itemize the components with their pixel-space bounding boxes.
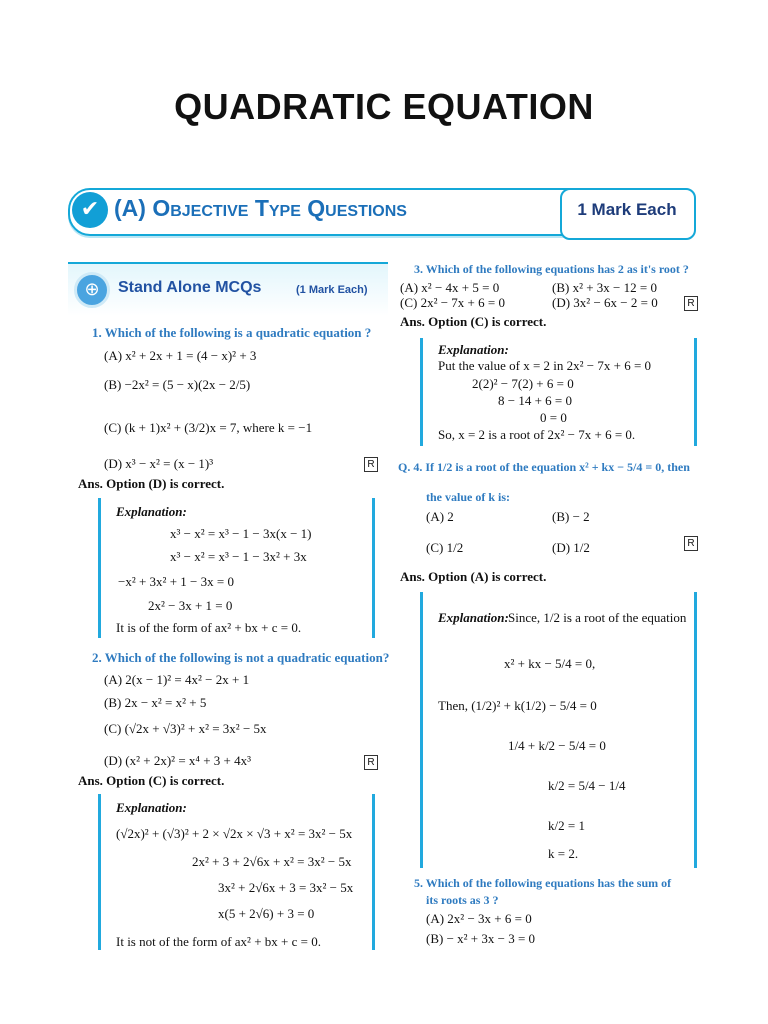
q1-exp-line: It is of the form of ax² + bx + c = 0.: [116, 620, 302, 635]
q2-option-d: (D) (x² + 2x)² = x⁴ + 3 + 4x³: [104, 753, 252, 768]
q1-exp-line: x³ − x² = x³ − 1 − 3x² + 3x: [170, 549, 307, 564]
q1-option-c: (C) (k + 1)x² + (3/2)x = 7, where k = −1: [104, 420, 313, 435]
q4-answer: Ans. Option (A) is correct.: [400, 569, 547, 584]
q1-explanation-label: Explanation:: [116, 504, 187, 519]
q1-question: 1. Which of the following is a quadratic equation ?: [92, 325, 372, 340]
q3-answer: Ans. Option (C) is correct.: [400, 314, 547, 329]
q4-explanation-bar-right: [694, 592, 697, 868]
q5-question-cont: its roots as 3 ?: [426, 893, 499, 907]
section-marks: (1 Mark Each): [296, 284, 368, 296]
q4-explanation-label: Explanation:: [438, 610, 509, 625]
q2-option-a: (A) 2(x − 1)² = 4x² − 2x + 1: [104, 672, 250, 687]
q2-explanation-bar-right: [372, 794, 375, 950]
q4-option-c: (C) 1/2: [426, 540, 464, 555]
q2-exp-line: 3x² + 2√6x + 3 = 3x² − 5x: [218, 880, 354, 895]
q3-explanation-bar: [420, 338, 423, 446]
q2-explanation-bar: [98, 794, 101, 950]
q4-explanation-bar: [420, 592, 423, 868]
q2-exp-line: It is not of the form of ax² + bx + c = 0.: [116, 934, 321, 949]
q3-option-a: (A) x² − 4x + 5 = 0: [400, 280, 500, 295]
q4-exp-line: k/2 = 1: [548, 818, 585, 833]
q2-answer: Ans. Option (C) is correct.: [78, 773, 225, 788]
q2-option-c: (C) (√2x + √3)² + x² = 3x² − 5x: [104, 721, 267, 736]
revision-badge: R: [684, 536, 698, 551]
q3-option-c: (C) 2x² − 7x + 6 = 0: [400, 295, 505, 310]
q1-exp-line: −x² + 3x² + 1 − 3x = 0: [118, 574, 234, 589]
q4-exp-line: 1/4 + k/2 − 5/4 = 0: [508, 738, 606, 753]
q1-explanation-bar: [98, 498, 101, 638]
q2-exp-line: x(5 + 2√6) + 3 = 0: [218, 906, 315, 921]
q3-exp-line: Put the value of x = 2 in 2x² − 7x + 6 = 0: [438, 358, 652, 373]
q3-option-b: (B) x² + 3x − 12 = 0: [552, 280, 657, 295]
check-icon: ✔: [72, 192, 108, 228]
q4-exp-line: k/2 = 5/4 − 1/4: [548, 778, 626, 793]
objective-heading: (A) Objective Type Questions: [114, 195, 407, 221]
q3-option-d: (D) 3x² − 6x − 2 = 0: [552, 295, 658, 310]
q5-option-a: (A) 2x² − 3x + 6 = 0: [426, 911, 532, 926]
q2-explanation-label: Explanation:: [116, 800, 187, 815]
page-title: QUADRATIC EQUATION: [174, 86, 594, 127]
q3-exp-line: So, x = 2 is a root of 2x² − 7x + 6 = 0.: [438, 427, 636, 442]
revision-badge: R: [364, 755, 378, 770]
q1-option-d: (D) x³ − x² = (x − 1)³: [104, 456, 214, 471]
q4-exp-line: Then, (1/2)² + k(1/2) − 5/4 = 0: [438, 698, 597, 713]
q3-question: 3. Which of the following equations has 2 as it's root ?: [414, 262, 689, 276]
q5-option-b: (B) − x² + 3x − 3 = 0: [426, 931, 536, 946]
q5-question: 5. Which of the following equations has the sum of: [414, 876, 672, 890]
marks-label: 1 Mark Each: [577, 200, 677, 219]
q4-option-b: (B) − 2: [552, 509, 590, 524]
q4-option-d: (D) 1/2: [552, 540, 590, 555]
q4-exp-line: x² + kx − 5/4 = 0,: [504, 656, 596, 671]
q4-explanation-text: Since, 1/2 is a root of the equation: [508, 610, 687, 625]
q1-exp-line: 2x² − 3x + 1 = 0: [148, 598, 233, 613]
q3-exp-line: 8 − 14 + 6 = 0: [498, 393, 572, 408]
q1-option-b: (B) −2x² = (5 − x)(2x − 2/5): [104, 377, 251, 392]
q3-explanation-label: Explanation:: [438, 342, 509, 357]
q3-explanation-bar-right: [694, 338, 697, 446]
q3-exp-line: 2(2)² − 7(2) + 6 = 0: [472, 376, 574, 391]
q2-exp-line: 2x² + 3 + 2√6x + x² = 3x² − 5x: [192, 854, 352, 869]
q1-answer: Ans. Option (D) is correct.: [78, 476, 225, 491]
q4-question: Q. 4. If 1/2 is a root of the equation x² + kx − 5/4 = 0, then: [398, 460, 690, 474]
q2-exp-line: (√2x)² + (√3)² + 2 × √2x × √3 + x² = 3x² − 5x: [116, 826, 353, 841]
q3-exp-line: 0 = 0: [540, 410, 567, 425]
globe-icon: ⊕: [74, 272, 110, 308]
revision-badge: R: [364, 457, 378, 472]
q1-exp-line: x³ − x² = x³ − 1 − 3x(x − 1): [170, 526, 312, 541]
q4-exp-line: k = 2.: [548, 846, 579, 861]
q4-option-a: (A) 2: [426, 509, 454, 524]
q4-question-cont: the value of k is:: [426, 490, 510, 504]
revision-badge: R: [684, 296, 698, 311]
q2-question: 2. Which of the following is not a quadratic equation?: [92, 650, 390, 665]
q1-option-a: (A) x² + 2x + 1 = (4 − x)² + 3: [104, 348, 257, 363]
q1-explanation-bar-right: [372, 498, 375, 638]
section-title: Stand Alone MCQs: [118, 279, 262, 296]
q2-option-b: (B) 2x − x² = x² + 5: [104, 695, 207, 710]
